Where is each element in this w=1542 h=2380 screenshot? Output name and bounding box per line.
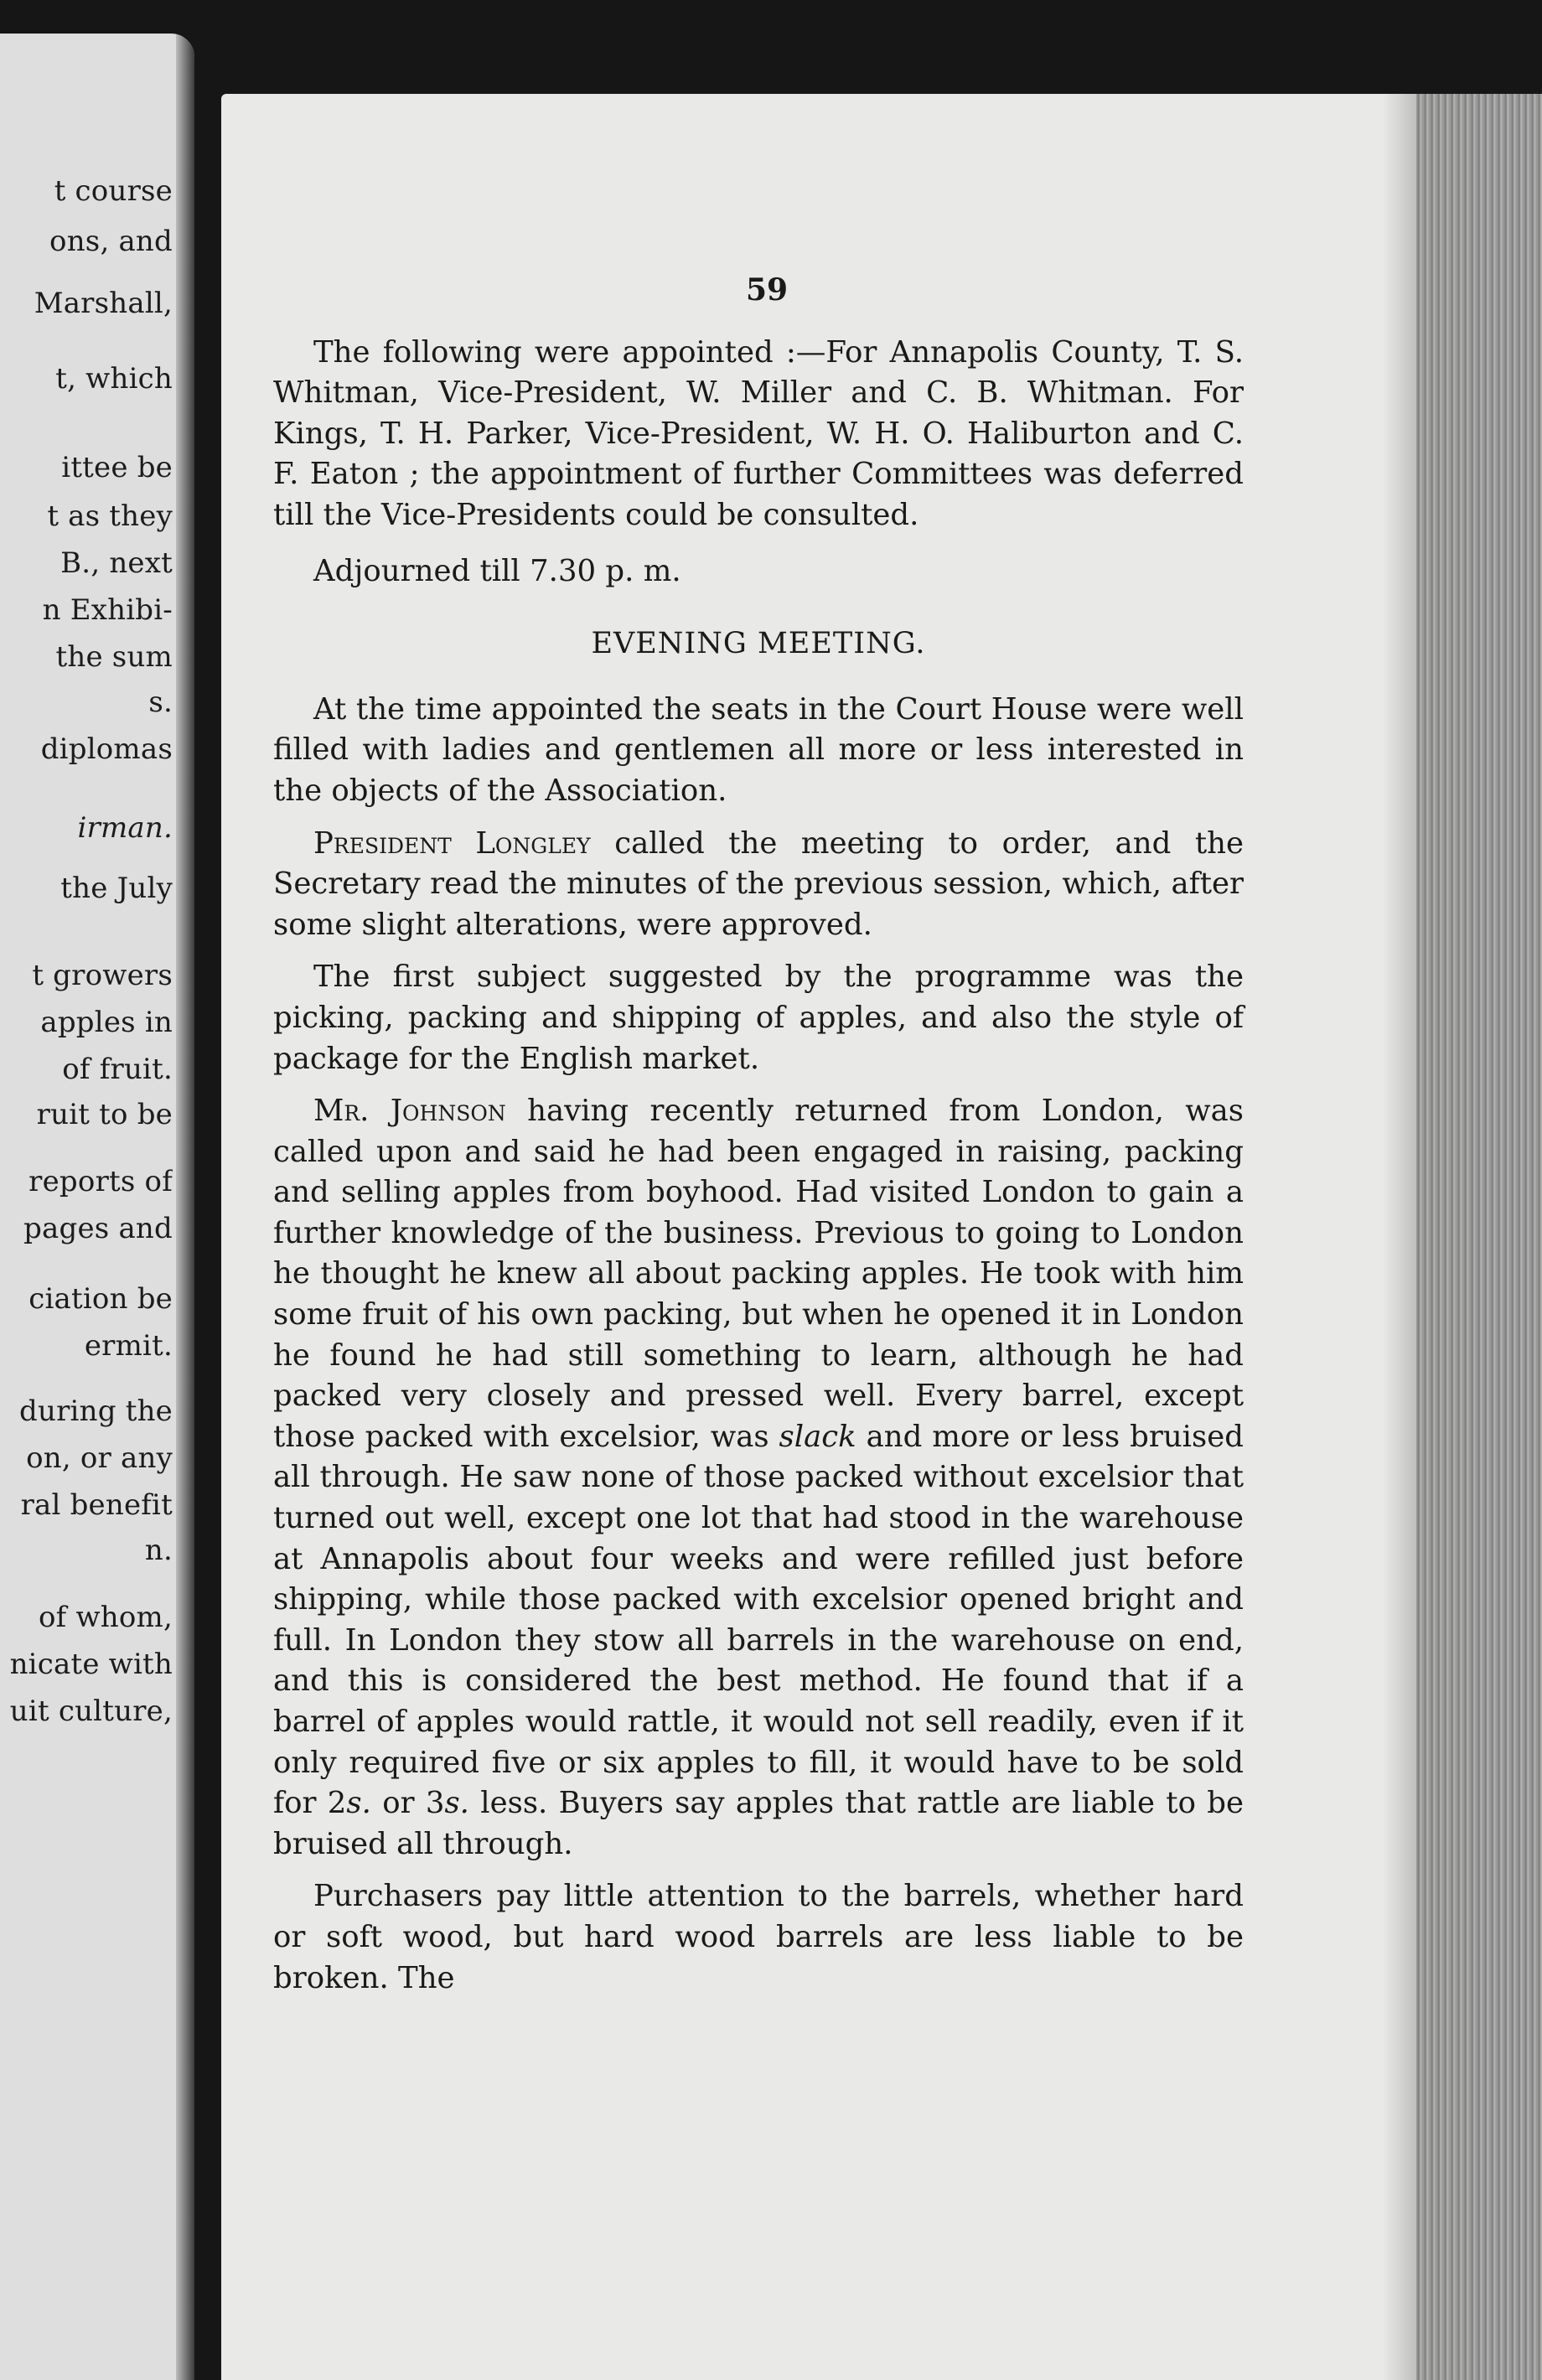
paragraph-president [273,824,1244,946]
previous-page [0,34,194,2380]
left-page-text: of fruit. [62,1053,173,1086]
paragraph-text: and more or less bruised all through. He saw none of those packed without excelsior that turned out well, except one lot that had stood in the warehouse at Annapolis about four weeks and were refilled just before shipping, while those packed with excelsior opened bright and full. In London they stow all barrels in the warehouse on end, and this is considered the best method. He found that if a barrel of apples would rattle, it would not sell readily, even if it only required five or six apples to fill, it would have to be sold for 2 [273,1419,1244,1821]
left-page-text: pages and [23,1212,173,1245]
page-shadow [1383,94,1416,2380]
paragraph-text: or 3 [370,1786,445,1821]
paragraph-text: having recently returned from London, was called upon and said he had been engaged in raising, packing and selling apples from boyhood. Had visited London to gain a further knowledge of the business. Previous to going to London he thought he knew all about packing apples. He took with him some fruit of his own packing, but when he opened it in London he found he had still something to learn, although he had packed very closely and pressed well. Every barrel, except those packed with excelsior, was [273,1094,1244,1454]
left-page-text: B., next [60,546,173,580]
left-page-text: ciation be [28,1282,173,1316]
left-page-text: ermit. [84,1329,173,1363]
left-page-text: the sum [55,640,173,674]
paragraph-text: less. Buyers say apples that rattle are liable to be bruised all through. [273,1786,1244,1861]
speaker-name: President Longley [313,825,591,861]
left-page-text: Marshall, [34,287,173,320]
page-stack-edge [1416,94,1542,2380]
speaker-name: Mr. Johnson [313,1094,506,1129]
left-page-text: n Exhibi- [42,593,173,627]
italic-abbrev: s. [444,1786,469,1821]
paragraph-purchasers: Purchasers pay little attention to the barrels, whether hard or soft wood, but hard wood barrels are less liable to be broken. The [273,1879,1244,1995]
left-page-text: of whom, [39,1601,173,1634]
left-page-text: reports of [28,1165,173,1198]
left-page-text: s. [148,686,173,719]
book-page [221,94,1542,2380]
left-page-text: the July [60,872,173,905]
left-page-text: diplomas [40,732,173,766]
left-page-text: on, or any [26,1441,173,1475]
italic-abbrev: s. [346,1786,371,1821]
paragraph-appointments: The following were appointed :—For Annapolis County, T. S. Whitman, Vice-President, W. Miller and C. B. Whitman. For Kings, T. H. Parker, Vice-President, W. H. O. Haliburton and C. F. Eaton ; the appointment of further Committees was deferred till the Vice-Presidents could be consulted. [273,334,1244,532]
paragraph-evening-meeting: At the time appointed the seats in the Court House were well filled with ladies and gentlemen all more or less interested in the objects of the Association. [273,691,1244,808]
left-page-text: t, which [55,362,173,396]
left-page-text: ruit to be [36,1098,173,1131]
left-page-text: irman. [77,811,173,845]
page-text-block [273,270,1244,2010]
italic-word: slack [779,1419,856,1454]
left-page-text: nicate with [9,1648,173,1681]
paragraph-adjourned: Adjourned till 7.30 p. m. [313,553,681,588]
book-gutter [176,34,194,2380]
left-page-text: ons, and [49,225,173,258]
left-page-text: t growers [32,959,173,992]
left-page-text: during the [19,1394,173,1428]
paragraph-text: called the meeting to order, and the Secretary read the minutes of the previous session, which, after some slight alterations, were approved. [273,825,1244,942]
left-page-text: ral benefit [20,1488,173,1522]
left-page-text: n. [144,1534,173,1567]
left-page-text: ittee be [61,451,173,484]
left-page-text: uit culture, [9,1694,173,1728]
page-number: 59 [745,272,789,308]
section-heading: EVENING MEETING. [591,627,926,661]
paragraph-programme: The first subject suggested by the programme was the picking, packing and shipping of apples, and also the style of package for the English market. [273,960,1244,1076]
left-page-text: apples in [40,1006,173,1039]
paragraph-johnson [273,1091,1244,1865]
left-page-text: t course [54,174,173,208]
left-page-text: t as they [47,499,173,533]
